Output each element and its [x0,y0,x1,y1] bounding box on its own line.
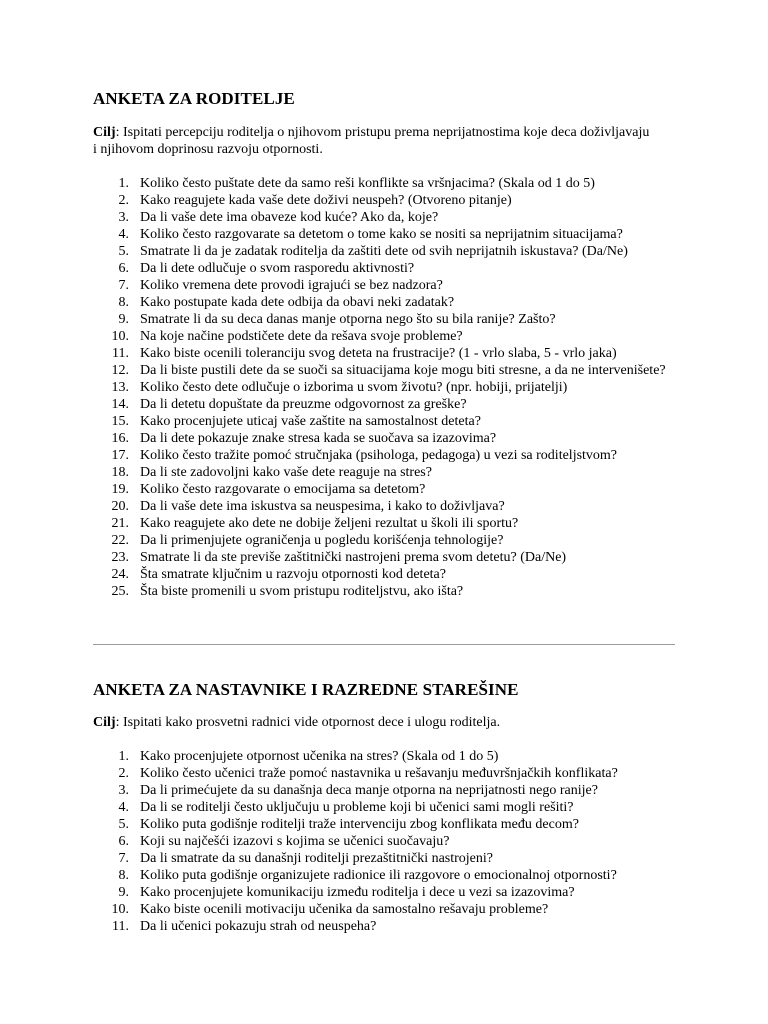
question-text: Koliko često puštate dete da samo reši konflikte sa vršnjacima? (Skala od 1 do 5) [140,176,595,191]
question-text: Da li ste zadovoljni kako vaše dete reaguje na stres? [140,465,432,480]
question-text: Koliko puta godišnje organizujete radionice ili razgovore o emocionalnoj otpornosti? [140,868,617,883]
question-item [93,583,693,600]
question-item [93,345,693,362]
question-number: 10. [111,902,129,917]
question-number: 25. [111,584,129,599]
question-text: Da li dete odlučuje o svom rasporedu aktivnosti? [140,261,415,276]
question-number: 19. [111,482,129,497]
teachers-question-list [93,748,693,935]
question-text: Koliko često dete odlučuje o izborima u svom životu? (npr. hobiji, prijatelji) [140,380,568,395]
question-number: 13. [111,380,129,395]
question-item [93,311,693,328]
parents-survey-goal [93,124,653,158]
question-number: 5. [118,817,129,832]
question-item [93,294,693,311]
question-number: 2. [118,766,129,781]
question-item [93,850,693,867]
question-text: Koliko često učenici traže pomoć nastavnika u rešavanju međuvršnjačkih konflikata? [140,766,618,781]
question-number: 9. [118,885,129,900]
question-item [93,566,693,583]
question-text: Da li detetu dopuštate da preuzme odgovornost za greške? [140,397,467,412]
question-item [93,549,693,566]
question-number: 15. [111,414,129,429]
question-text: Na koje načine podstičete dete da rešava svoje probleme? [140,329,463,344]
question-number: 8. [118,868,129,883]
question-text: Koliko često tražite pomoć stručnjaka (psihologa, pedagoga) u vezi sa roditeljstvom? [140,448,618,463]
question-item [93,192,693,209]
question-number: 21. [111,516,129,531]
question-number: 24. [111,567,129,582]
question-item [93,884,693,901]
question-item [93,413,693,430]
question-text: Kako biste ocenili toleranciju svog deteta na frustracije? (1 - vrlo slaba, 5 - vrlo jaka) [140,346,617,361]
goal-text: : Ispitati kako prosvetni radnici vide otpornost dece i ulogu roditelja. [115,715,501,730]
question-number: 4. [118,227,129,242]
question-item [93,362,693,379]
parents-survey-title: ANKETA ZA RODITELJE [93,89,295,108]
question-item [93,918,693,935]
question-text: Šta smatrate ključnim u razvoju otpornosti kod deteta? [140,567,446,582]
question-text: Koji su najčešći izazovi s kojima se učenici suočavaju? [140,834,450,849]
question-text: Smatrate li da ste previše zaštitnički nastrojeni prema svom detetu? (Da/Ne) [140,550,567,565]
question-number: 1. [118,176,129,191]
question-number: 6. [118,261,129,276]
question-text: Da li vaše dete ima iskustva sa neuspesima, i kako to doživljava? [140,499,505,514]
question-text: Koliko vremena dete provodi igrajući se bez nadzora? [140,278,443,293]
question-text: Da li učenici pokazuju strah od neuspeha? [140,919,377,934]
question-text: Koliko često razgovarate sa detetom o tome kako se nositi sa neprijatnim situacijama? [140,227,623,242]
question-number: 22. [111,533,129,548]
question-text: Kako procenjujete komunikaciju između roditelja i dece u vezi sa izazovima? [140,885,575,900]
question-text: Koliko često razgovarate o emocijama sa detetom? [140,482,426,497]
teachers-survey-title: ANKETA ZA NASTAVNIKE I RAZREDNE STAREŠINE [93,680,519,699]
question-text: Kako procenjujete otpornost učenika na stres? (Skala od 1 do 5) [140,749,499,764]
question-item [93,328,693,345]
question-item [93,226,693,243]
question-text: Smatrate li da je zadatak roditelja da zaštiti dete od svih neprijatnih iskustava? (Da/Ne) [140,244,628,259]
question-item [93,430,693,447]
teachers-survey-goal [93,714,653,731]
question-text: Da li primenjujete ograničenja u pogledu korišćenja tehnologije? [140,533,504,548]
question-text: Kako postupate kada dete odbija da obavi neki zadatak? [140,295,455,310]
question-text: Šta biste promenili u svom pristupu roditeljstvu, ako išta? [140,584,464,599]
goal-label: Cilj [93,715,116,730]
goal-label: Cilj [93,125,116,140]
question-text: Smatrate li da su deca danas manje otporna nego što su bila ranije? Zašto? [140,312,556,327]
question-text: Da li smatrate da su današnji roditelji prezaštitnički nastrojeni? [140,851,494,866]
question-text: Da li biste pustili dete da se suoči sa situacijama koje mogu biti stresne, a da ne intervenišete? [140,363,666,378]
question-item [93,209,693,226]
question-number: 5. [118,244,129,259]
question-number: 3. [118,783,129,798]
question-item [93,748,693,765]
question-item [93,481,693,498]
question-number: 18. [111,465,129,480]
question-item [93,901,693,918]
question-number: 11. [112,346,129,361]
question-item [93,175,693,192]
question-number: 6. [118,834,129,849]
question-text: Da li se roditelji često uključuju u probleme koji bi učenici sami mogli rešiti? [140,800,574,815]
question-item [93,277,693,294]
question-number: 10. [111,329,129,344]
question-number: 7. [118,851,129,866]
question-item [93,464,693,481]
question-number: 3. [118,210,129,225]
question-item [93,782,693,799]
question-number: 14. [111,397,129,412]
question-item [93,867,693,884]
question-text: Koliko puta godišnje roditelji traže intervenciju zbog konflikata među decom? [140,817,579,832]
question-number: 16. [111,431,129,446]
question-number: 17. [111,448,129,463]
question-number: 4. [118,800,129,815]
question-text: Kako biste ocenili motivaciju učenika da samostalno rešavaju probleme? [140,902,549,917]
question-item [93,447,693,464]
question-number: 8. [118,295,129,310]
question-text: Da li dete pokazuje znake stresa kada se suočava sa izazovima? [140,431,497,446]
question-number: 9. [118,312,129,327]
question-text: Da li vaše dete ima obaveze kod kuće? Ako da, koje? [140,210,439,225]
question-number: 2. [118,193,129,208]
goal-text: : Ispitati percepciju roditelja o njihovom pristupu prema neprijatnostima koje deca doživljavaju i njihovom doprinosu razvoju otpornosti. [93,125,650,157]
question-item [93,498,693,515]
question-item [93,532,693,549]
question-item [93,260,693,277]
question-number: 1. [118,749,129,764]
parents-question-list [93,175,693,600]
question-item [93,833,693,850]
question-item [93,816,693,833]
question-item [93,396,693,413]
question-item [93,765,693,782]
question-item [93,799,693,816]
question-number: 12. [111,363,129,378]
question-item [93,515,693,532]
question-number: 20. [111,499,129,514]
question-item [93,379,693,396]
question-number: 7. [118,278,129,293]
question-text: Da li primećujete da su današnja deca manje otporna na neprijatnosti nego ranije? [140,783,598,798]
question-text: Kako procenjujete uticaj vaše zaštite na samostalnost deteta? [140,414,481,429]
section-divider [93,644,675,645]
question-text: Kako reagujete kada vaše dete doživi neuspeh? (Otvoreno pitanje) [140,193,512,208]
question-number: 11. [112,919,129,934]
question-text: Kako reagujete ako dete ne dobije željeni rezultat u školi ili sportu? [140,516,519,531]
question-number: 23. [111,550,129,565]
question-item [93,243,693,260]
